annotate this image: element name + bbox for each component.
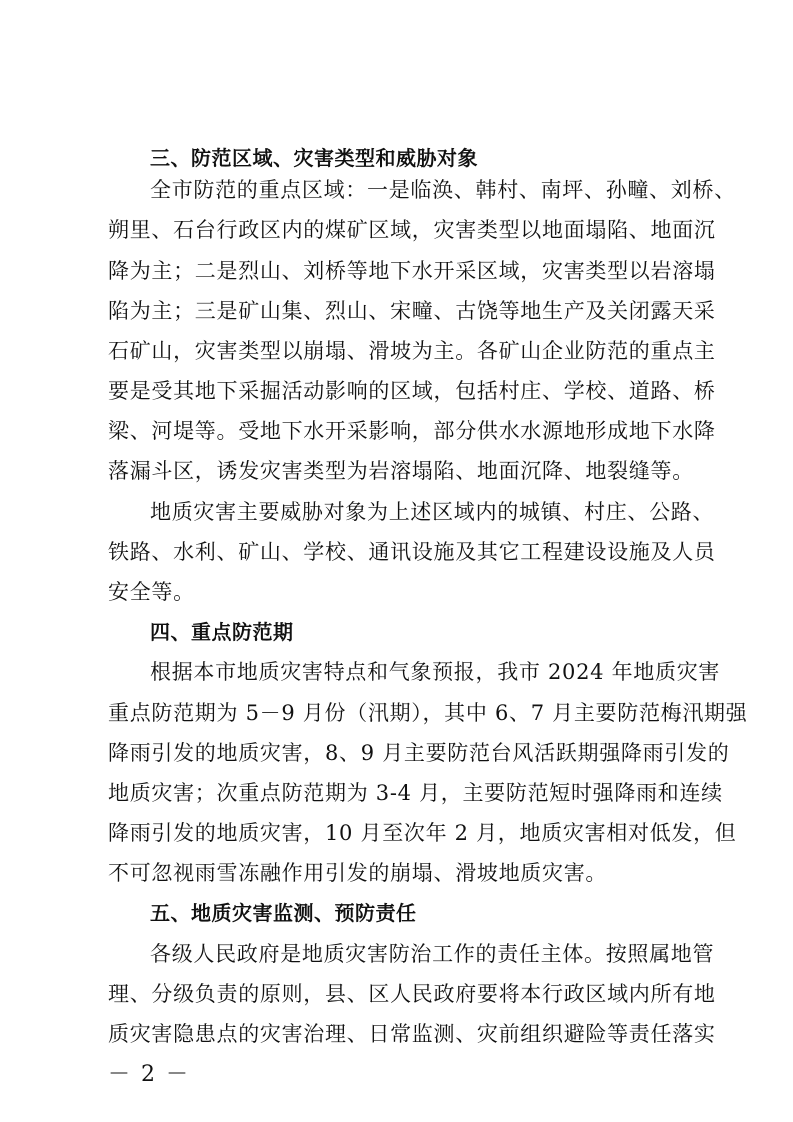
paragraph-line: 石矿山，灾害类型以崩塌、滑坡为主。各矿山企业防范的重点主	[108, 339, 716, 363]
paragraph-line: 安全等。	[108, 580, 195, 604]
paragraph-line: 不可忽视雨雪冻融作用引发的崩塌、滑坡地质灾害。	[108, 861, 608, 885]
section-heading-5: 五、地质灾害监测、预防责任	[150, 901, 417, 925]
paragraph-line: 地质灾害主要威胁对象为上述区域内的城镇、村庄、公路、	[150, 500, 715, 524]
paragraph-line: 朔里、石台行政区内的煤矿区域，灾害类型以地面塌陷、地面沉	[108, 218, 716, 242]
paragraph-line: 降雨引发的地质灾害，8、9 月主要防范台风活跃期强降雨引发的	[108, 741, 730, 765]
paragraph-line: 要是受其地下采掘活动影响的区域，包括村庄、学校、道路、桥	[108, 379, 716, 403]
paragraph-line: 根据本市地质灾害特点和气象预报，我市 2024 年地质灾害	[150, 660, 721, 684]
paragraph-line: 重点防范期为 5－9 月份（汛期），其中 6、7 月主要防范梅汛期强	[108, 701, 748, 725]
paragraph-line: 地质灾害；次重点防范期为 3-4 月，主要防范短时强降雨和连续	[108, 781, 723, 805]
paragraph-line: 各级人民政府是地质灾害防治工作的责任主体。按照属地管	[150, 942, 715, 966]
paragraph-line: 理、分级负责的原则，县、区人民政府要将本行政区域内所有地	[108, 982, 716, 1006]
paragraph-line: 降雨引发的地质灾害，10 月至次年 2 月，地质灾害相对低发，但	[108, 821, 737, 845]
paragraph-line: 陷为主；三是矿山集、烈山、宋疃、古饶等地生产及关闭露天采	[108, 299, 716, 323]
page-number: － 2 －	[108, 1062, 190, 1087]
paragraph-line: 铁路、水利、矿山、学校、通讯设施及其它工程建设设施及人员	[108, 540, 716, 564]
paragraph-line: 落漏斗区，诱发灾害类型为岩溶塌陷、地面沉降、地裂缝等。	[108, 459, 694, 483]
paragraph-line: 梁、河堤等。受地下水开采影响，部分供水水源地形成地下水降	[108, 419, 716, 443]
paragraph-line: 降为主；二是烈山、刘桥等地下水开采区域，灾害类型以岩溶塌	[108, 259, 716, 283]
paragraph-line: 全市防范的重点区域：一是临涣、韩村、南坪、孙疃、刘桥、	[150, 178, 736, 202]
paragraph-line: 质灾害隐患点的灾害治理、日常监测、灾前组织避险等责任落实	[108, 1022, 716, 1046]
section-heading-4: 四、重点防范期	[150, 620, 294, 644]
section-heading-3: 三、防范区域、灾害类型和威胁对象	[150, 146, 478, 170]
